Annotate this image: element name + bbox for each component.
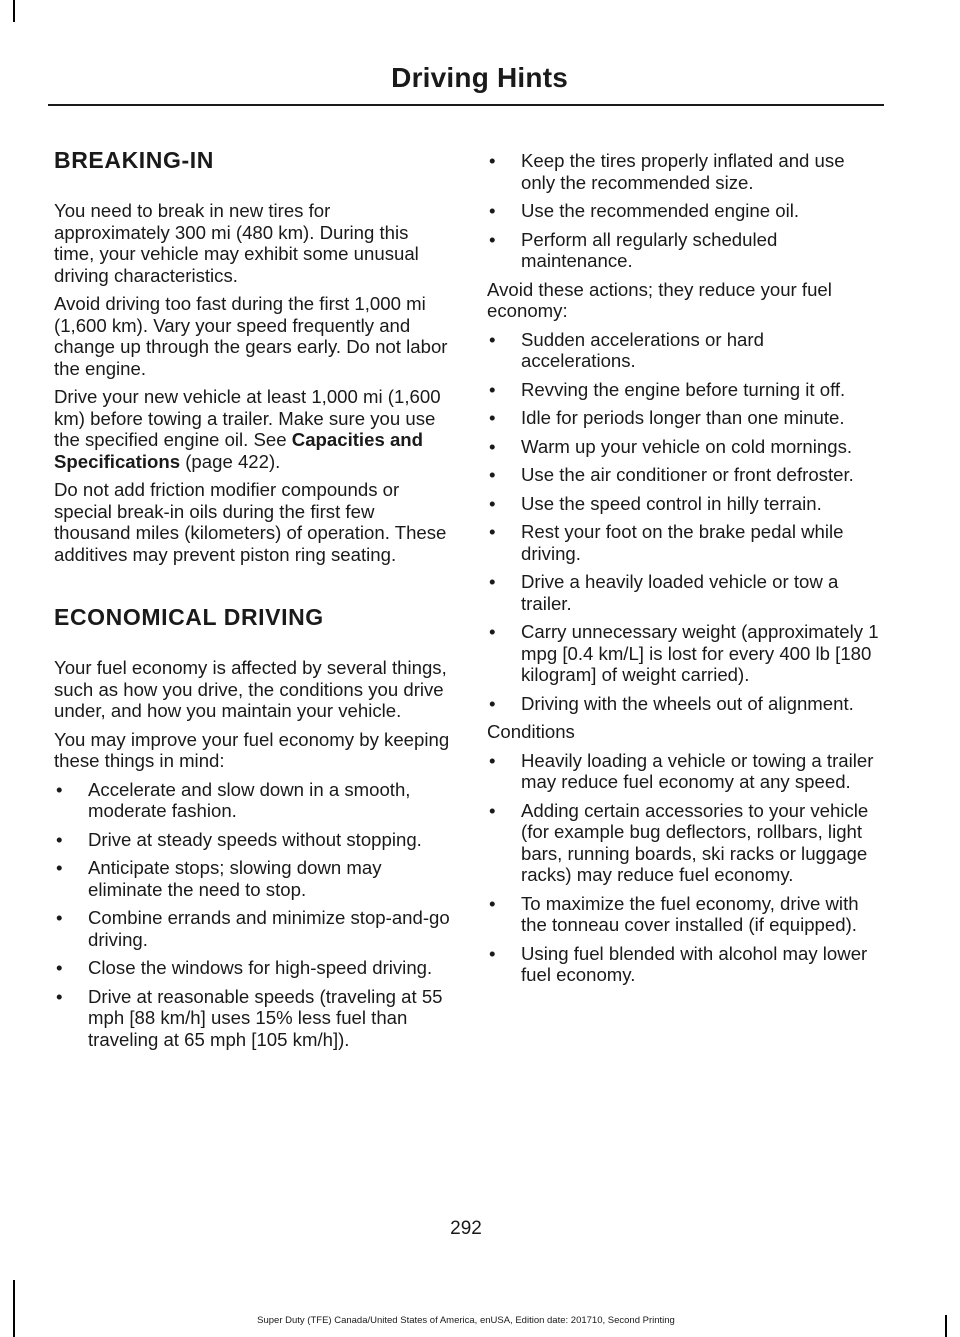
paragraph-text: (page 422). [180, 450, 281, 472]
header-divider [48, 104, 884, 106]
economical-paragraph: You may improve your fuel economy by keeping these things in mind: [54, 728, 450, 771]
conditions-list [487, 750, 883, 986]
list-item: • Use the recommended engine oil. [487, 200, 883, 222]
economical-driving-heading: ECONOMICAL DRIVING [54, 604, 324, 630]
right-column [487, 150, 883, 993]
avoid-list [487, 329, 883, 715]
list-item: • Perform all regularly scheduled maintenance. [487, 229, 883, 272]
list-item: • Idle for periods longer than one minute. [487, 407, 883, 429]
list-item: • Carry unnecessary weight (approximately 1 mpg [0.4 km/L] is lost for every 400 lb [180 kilogram] of weight carried). [487, 621, 883, 686]
breaking-in-paragraph: Avoid driving too fast during the first 1,000 mi (1,600 km). Vary your speed frequently and change up through the gears early. Do not labor the engine. [54, 293, 448, 379]
conditions-label: Conditions [487, 721, 575, 742]
economical-paragraph: Your fuel economy is affected by several things, such as how you drive, the conditions you drive under, and how you maintain your vehicle. [54, 657, 447, 721]
list-item: • Keep the tires properly inflated and use only the recommended size. [487, 150, 883, 193]
avoid-intro: Avoid these actions; they reduce your fuel economy: [487, 278, 832, 321]
crop-mark [13, 0, 15, 22]
list-item: • Warm up your vehicle on cold mornings. [487, 436, 883, 458]
crop-mark [945, 1315, 947, 1337]
crop-mark [13, 1280, 15, 1337]
list-item: • Combine errands and minimize stop-and-go driving. [54, 907, 450, 950]
page-number: 292 [450, 1218, 482, 1239]
list-item: • Use the air conditioner or front defroster. [487, 464, 883, 486]
list-item: • Adding certain accessories to your vehicle (for example bug deflectors, rollbars, light bars, running boards, ski racks or luggage racks) may reduce fuel economy. [487, 800, 883, 886]
list-item: • Driving with the wheels out of alignment. [487, 693, 883, 715]
breaking-in-paragraph: You need to break in new tires for approximately 300 mi (480 km). During this time, your vehicle may exhibit some unusual driving characteristics. [54, 200, 419, 286]
list-item: • Revving the engine before turning it off. [487, 379, 883, 401]
breaking-in-paragraph: Do not add friction modifier compounds or special break-in oils during the first few thousand miles (kilometers) of operation. These additives may prevent piston ring seating. [54, 479, 447, 565]
list-item: • Sudden accelerations or hard accelerations. [487, 329, 883, 372]
paragraph-text: Drive your new vehicle at least 1,000 mi (1,600 km) before towing a trailer. Make sure you use the specified engine oil. See [54, 386, 441, 450]
list-item: • Accelerate and slow down in a smooth, moderate fashion. [54, 779, 450, 822]
tips-list [54, 779, 450, 1051]
tips-list-continued [487, 150, 883, 272]
list-item: • Rest your foot on the brake pedal while driving. [487, 521, 883, 564]
page-header-title: Driving Hints [391, 62, 568, 93]
list-item: • Drive at reasonable speeds (traveling at 55 mph [88 km/h] uses 15% less fuel than traveling at 65 mph [105 km/h]). [54, 986, 450, 1051]
capacities-link[interactable]: Capacities and Specifications [54, 429, 424, 472]
list-item: • Use the speed control in hilly terrain. [487, 493, 883, 515]
list-item: • Drive at steady speeds without stopping. [54, 829, 450, 851]
list-item: • Heavily loading a vehicle or towing a trailer may reduce fuel economy at any speed. [487, 750, 883, 793]
list-item: • Close the windows for high-speed driving. [54, 957, 450, 979]
breaking-in-heading: BREAKING-IN [54, 147, 214, 173]
list-item: • Drive a heavily loaded vehicle or tow a trailer. [487, 571, 883, 614]
list-item: • To maximize the fuel economy, drive with the tonneau cover installed (if equipped). [487, 893, 883, 936]
list-item: • Anticipate stops; slowing down may eliminate the need to stop. [54, 857, 450, 900]
edition-footer: Super Duty (TFE) Canada/United States of America, enUSA, Edition date: 201710, Second Printing [257, 1315, 675, 1326]
breaking-in-paragraph [54, 386, 450, 472]
list-item: • Using fuel blended with alcohol may lower fuel economy. [487, 943, 883, 986]
left-column [54, 146, 450, 1057]
